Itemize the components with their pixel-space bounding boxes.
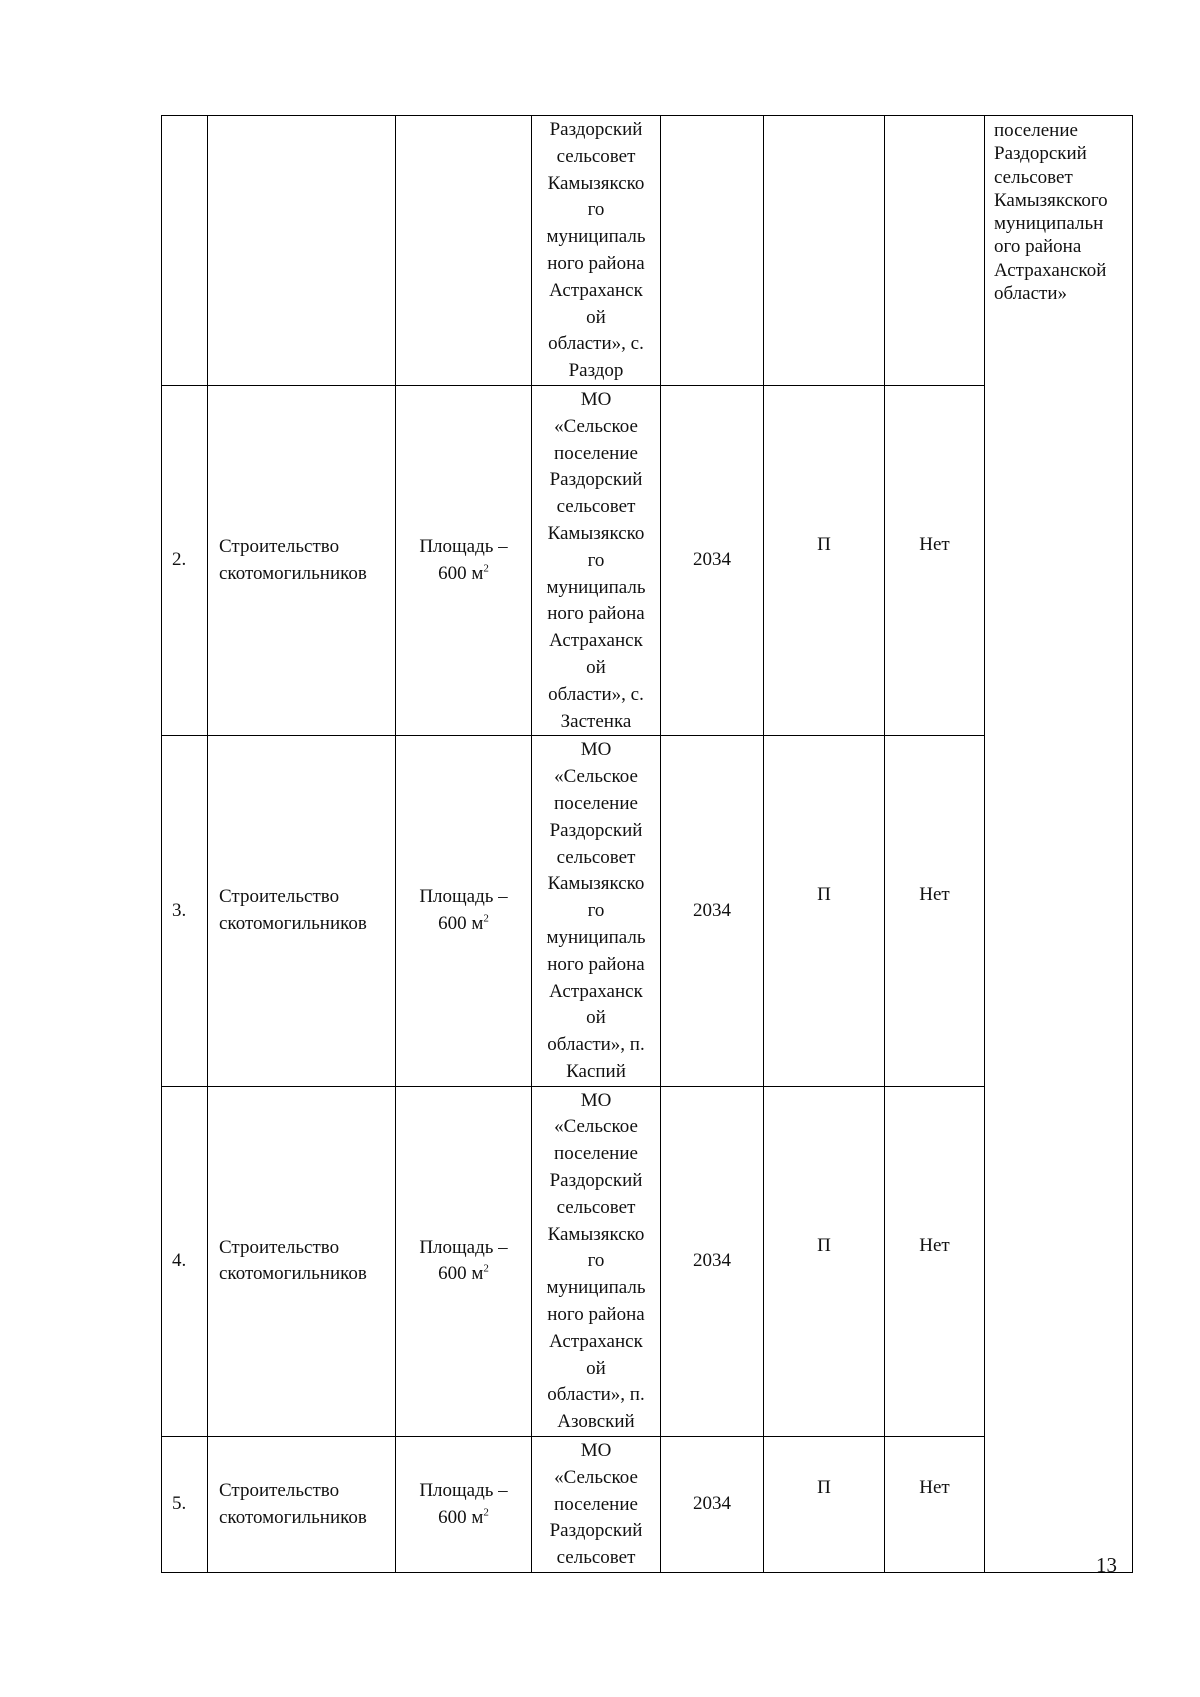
location-line: Раздорский [549,119,643,140]
location-line: Астраханск [549,630,643,652]
location-line: области», п. [547,1384,645,1406]
location-line: муниципаль [546,226,646,248]
cell-num: 2. [162,385,208,735]
location-line: ного района [547,953,645,975]
area-line: 600 м [438,562,484,584]
location-line: Камызякско [547,873,645,895]
name-line: скотомогильников [219,1506,367,1528]
cell-type: П [764,736,885,1086]
location-line: го [587,900,605,922]
cell-year: 2034 [661,1437,764,1573]
location-line: поселение [554,1493,638,1515]
location-line: Застенка [560,710,632,732]
area-line: Площадь – [419,535,508,557]
area-line: Площадь – [419,1236,508,1258]
location-line: МО [580,739,612,761]
cell-location [532,116,661,386]
cell-location [532,736,661,1086]
note-line: муниципальн [994,213,1104,235]
location-line: области», с. [548,333,644,355]
cell-name [208,1086,396,1436]
area-line: 600 м [438,913,484,934]
cell-flag: Нет [885,1437,985,1573]
name-line: Строительство [219,1479,340,1501]
location-line: Камызякско [547,172,645,194]
name-line: Строительство [219,1236,340,1258]
location-line: сельсовет [556,1547,636,1569]
location-line: сельсовет [556,496,636,518]
cell-type: П [764,1086,885,1436]
cell-flag: Нет [885,1086,985,1436]
area-line: Площадь – [419,1479,508,1501]
note-line: Астраханской [994,259,1107,281]
location-line: ой [586,1357,606,1379]
location-line: ного района [547,1304,645,1326]
table-row-continuation [162,116,1133,386]
area-line: 600 м [438,1506,484,1528]
name-line: Строительство [219,886,340,908]
cell-flag: Нет [885,736,985,1086]
location-line: муниципаль [546,926,646,948]
location-line: Азовский [557,1411,635,1433]
area-superscript: 2 [483,912,489,925]
location-line: Раздор [568,360,624,382]
note-line: ого района [994,236,1082,258]
location-line: ного района [547,603,645,625]
area-superscript: 2 [483,1263,489,1276]
location-line: МО [580,1089,612,1111]
location-line: «Сельское [554,1116,638,1138]
name-line: Строительство [219,535,340,557]
location-line: области», с. [548,683,644,705]
cell-num: 4. [162,1086,208,1436]
cell-location [532,1437,661,1573]
cell-note [985,116,1133,1573]
location-line: «Сельское [554,1466,638,1488]
location-line: МО [580,1440,612,1462]
note-line: области» [994,283,1068,305]
cell-name [208,736,396,1086]
cell-type: П [764,385,885,735]
area-superscript: 2 [483,1506,489,1519]
location-line: «Сельское [554,415,638,437]
location-line: ой [586,306,606,328]
cell-location [532,1086,661,1436]
location-line: Астраханск [549,1330,643,1352]
cell-year: 2034 [661,1086,764,1436]
location-line: Раздорский [549,819,643,841]
location-line: Астраханск [549,980,643,1002]
cell-type: П [764,1437,885,1573]
cell-name [208,1437,396,1573]
area-line: 600 м [438,1263,484,1285]
location-line: сельсовет [556,145,636,167]
location-line: поселение [554,792,638,814]
objects-table [161,115,1133,1573]
area-value [396,911,531,938]
location-line: муниципаль [546,576,646,598]
location-line: сельсовет [556,846,636,868]
cell-flag [885,116,985,386]
cell-year [661,116,764,386]
page-number: 13 [1096,1553,1117,1577]
cell-location [532,385,661,735]
cell-type [764,116,885,386]
location-line: Камызякско [547,1223,645,1245]
note-line: Раздорский [994,143,1087,165]
location-line: го [587,549,605,571]
location-line: поселение [554,442,638,464]
location-line: ой [586,656,606,678]
location-line: ой [586,1007,606,1029]
area-line: Площадь – [419,886,508,908]
location-line: поселение [554,1143,638,1165]
location-line: Каспий [566,1060,626,1082]
cell-name [208,385,396,735]
location-line: го [587,199,605,221]
name-line: скотомогильников [219,1263,367,1285]
cell-name [208,116,396,386]
location-line: Камызякско [547,522,645,544]
cell-area [396,385,532,735]
note-line: поселение [994,120,1078,141]
cell-area [396,1086,532,1436]
cell-flag: Нет [885,385,985,735]
name-line: скотомогильников [219,562,367,584]
location-line: Раздорский [549,469,643,491]
location-line: области», п. [547,1034,645,1056]
location-line: МО [580,388,612,410]
cell-area [396,736,532,1086]
location-line: Астраханск [549,279,643,301]
location-line: го [587,1250,605,1272]
location-line: Раздорский [549,1170,643,1192]
cell-year: 2034 [661,736,764,1086]
cell-num [162,116,208,386]
location-line: муниципаль [546,1277,646,1299]
cell-num: 3. [162,736,208,1086]
area-value [396,1505,531,1532]
location-line: сельсовет [556,1196,636,1218]
cell-year: 2034 [661,385,764,735]
location-line: Раздорский [549,1520,643,1542]
area-value [396,561,531,588]
name-line: скотомогильников [219,913,367,934]
note-line: сельсовет [994,166,1073,188]
cell-num: 5. [162,1437,208,1573]
note-line: Камызякского [994,189,1108,211]
cell-area [396,1437,532,1573]
area-value [396,1261,531,1288]
area-superscript: 2 [483,562,489,575]
cell-area [396,116,532,386]
location-line: «Сельское [554,766,638,788]
location-line: ного района [547,252,645,274]
